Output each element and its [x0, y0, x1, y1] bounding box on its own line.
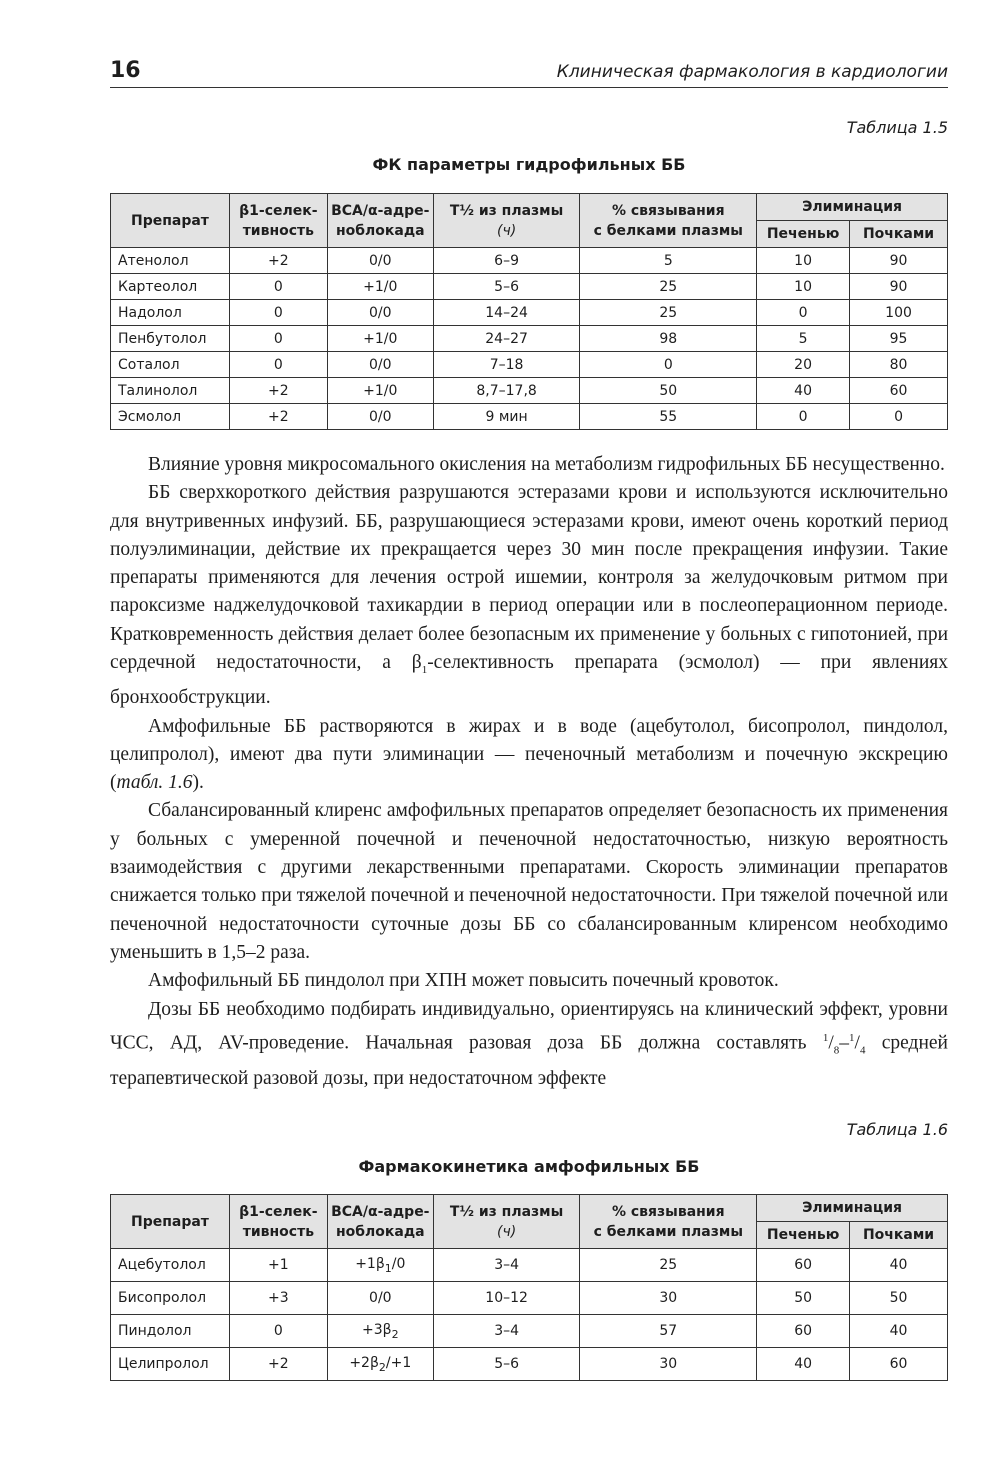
- cell-beta1: 0: [229, 300, 327, 326]
- cell-beta1: 0: [229, 1315, 327, 1348]
- cell-kidney: 100: [850, 300, 948, 326]
- cell-drug: Бисопролол: [111, 1282, 230, 1315]
- cell-binding: 25: [580, 274, 757, 300]
- cell-t-half: 6–9: [433, 248, 580, 274]
- cell-bca: [327, 1249, 433, 1282]
- cell-binding: 25: [580, 300, 757, 326]
- cell-liver: 10: [757, 274, 850, 300]
- cell-bca: 0/0: [327, 404, 433, 430]
- header-binding: [580, 1195, 757, 1249]
- table-row: [111, 300, 948, 326]
- paragraph-2-text-a: ББ сверхкороткого действия разрушаются эстеразами крови и используются исключительно для внутривенных инфузий. ББ, разрушающиеся эстеразами крови, имеют очень короткий период полуэлиминации, действие их прекращается через 30 мин после прекращения инфузии. Такие препараты применяются для лечения острой ишемии, контроля за желудочковым ритмом при пароксизме наджелудочковой тахикардии в период операции или в послеоперационном периоде. Кратковременность действия делает более безопасным их применение у больных с гипотонией, при сердечной недостаточности, а β: [110, 482, 948, 674]
- cell-drug: Атенолол: [111, 248, 230, 274]
- header-elimination: Элиминация: [757, 1195, 948, 1222]
- paragraph-6: Дозы ББ необходимо подбирать индивидуально, ориентируясь на клинический эффект, уровни ЧСС, АД, AV-проведение. Начальная разовая доза ББ должна составлять $^1/_8-^1/_4$ средней терапевтической разовой дозы, при недостаточном эффекте: [110, 998, 948, 1089]
- header-bca: [327, 194, 433, 248]
- paragraph-4: Сбалансированный клиренс амфофильных препаратов определяет безопасность их применения у больных с умеренной почечной и печеночной недостаточностью, низкую вероятность взаимодействия с другими лекарственными препаратами. Скорость элиминации препаратов снижается только при тяжелой почечной и печеночной недостаточности. При тяжелой почечной или печеночной недостаточности суточные дозы ББ со сбалансированным клиренсом необходимо уменьшить в 1,5–2 раза.: [110, 800, 948, 963]
- cell-binding: 0: [580, 352, 757, 378]
- cell-bca-rest: /0: [391, 1255, 406, 1272]
- header-beta1-selectivity: [229, 1195, 327, 1249]
- fraction-1-numerator: 1: [822, 1031, 829, 1044]
- cell-binding: 57: [580, 1315, 757, 1348]
- header-beta1-line2: тивность: [242, 222, 315, 239]
- paragraph-6-text-a: Дозы ББ необходимо подбирать индивидуально, ориентируясь на клинический эффект, уровни ЧСС, АД, AV-проведение. Начальная разовая доза ББ должна составлять: [110, 998, 948, 1054]
- cell-beta1: 0: [229, 352, 327, 378]
- cell-binding: 5: [580, 248, 757, 274]
- cell-bca-rest: /+1: [385, 1354, 412, 1371]
- cell-drug: Пенбутолол: [111, 326, 230, 352]
- cell-drug: Соталол: [111, 352, 230, 378]
- cell-liver: 60: [757, 1249, 850, 1282]
- paragraph-2-text-b: -селективность препарата (эсмолол) — при явлениях бронхообструкции.: [110, 652, 948, 709]
- table-row: [111, 1315, 948, 1348]
- fraction-1-denominator: 8: [833, 1044, 840, 1057]
- table-1-5-title: ФК параметры гидрофильных ББ: [372, 155, 686, 174]
- cell-binding: 50: [580, 378, 757, 404]
- cell-beta1: +2: [229, 1348, 327, 1381]
- cell-t-half: 8,7–17,8: [433, 378, 580, 404]
- fraction-2-denominator: 4: [859, 1044, 866, 1057]
- cell-beta1: 0: [229, 274, 327, 300]
- header-bca: [327, 1195, 433, 1249]
- cell-bca-main: +1β: [355, 1255, 385, 1272]
- paragraph-5: Амфофильный ББ пиндолол при ХПН может повысить почечный кровоток.: [148, 970, 779, 992]
- table-row: [111, 404, 948, 430]
- header-t-half: [433, 1195, 580, 1249]
- cell-t-half: 24–27: [433, 326, 580, 352]
- cell-liver: 20: [757, 352, 850, 378]
- paragraph-2: [110, 479, 948, 712]
- header-binding-line2: с белками плазмы: [593, 222, 743, 239]
- header-t-half-unit: (ч): [497, 1223, 517, 1240]
- cell-drug: Эсмолол: [111, 404, 230, 430]
- cell-drug: Пиндолол: [111, 1315, 230, 1348]
- table-reference-link: табл. 1.6: [116, 772, 193, 794]
- header-t-half: [433, 194, 580, 248]
- cell-t-half: 3–4: [433, 1315, 580, 1348]
- header-binding-line1: % связывания: [611, 1203, 725, 1220]
- cell-beta1: +1: [229, 1249, 327, 1282]
- cell-liver: 5: [757, 326, 850, 352]
- cell-kidney: 90: [850, 274, 948, 300]
- paragraph-3: [110, 713, 948, 798]
- table-row: [111, 352, 948, 378]
- header-t-half-line1: Т½ из плазмы: [449, 1203, 564, 1220]
- header-bca-line1: ВСА/α-адре-: [331, 202, 430, 219]
- cell-bca: 0/0: [327, 300, 433, 326]
- cell-kidney: 90: [850, 248, 948, 274]
- fraction-2-numerator: 1: [849, 1031, 855, 1044]
- cell-beta1: +2: [229, 378, 327, 404]
- table-row: [111, 326, 948, 352]
- cell-bca: +1/0: [327, 326, 433, 352]
- cell-bca-main: +2β: [349, 1354, 379, 1371]
- cell-liver: 40: [757, 378, 850, 404]
- cell-drug: Целипролол: [111, 1348, 230, 1381]
- header-binding-line2: с белками плазмы: [593, 1223, 743, 1240]
- header-drug: Препарат: [111, 1195, 230, 1249]
- cell-kidney: 80: [850, 352, 948, 378]
- body-text: [110, 451, 948, 1093]
- header-binding: [580, 194, 757, 248]
- cell-drug: Картеолол: [111, 274, 230, 300]
- cell-liver: 10: [757, 248, 850, 274]
- cell-kidney: 0: [850, 404, 948, 430]
- cell-t-half: 10–12: [433, 1282, 580, 1315]
- cell-binding: 55: [580, 404, 757, 430]
- cell-beta1: +3: [229, 1282, 327, 1315]
- header-beta1-line1: β1-селек-: [239, 1203, 318, 1220]
- header-t-half-unit: (ч): [496, 222, 517, 239]
- cell-t-half: 14–24: [433, 300, 580, 326]
- cell-beta1: +2: [229, 404, 327, 430]
- cell-drug: Ацебутолол: [111, 1249, 230, 1282]
- cell-beta1: 0: [229, 326, 327, 352]
- cell-drug: Надолол: [111, 300, 230, 326]
- header-liver: Печенью: [757, 221, 850, 248]
- table-row: [111, 1249, 948, 1282]
- cell-binding: 25: [580, 1249, 757, 1282]
- cell-bca-subscript: 2: [391, 1327, 399, 1341]
- cell-binding: 30: [580, 1348, 757, 1381]
- cell-t-half: 5–6: [433, 1348, 580, 1381]
- header-bca-line2: ноблокада: [335, 222, 425, 239]
- cell-liver: 60: [757, 1315, 850, 1348]
- table-row: [111, 378, 948, 404]
- cell-liver: 0: [757, 300, 850, 326]
- table-1-6-label: Таблица 1.6: [846, 1120, 948, 1139]
- cell-t-half: 3–4: [433, 1249, 580, 1282]
- fraction-dash: –: [839, 1032, 850, 1054]
- cell-liver: 40: [757, 1348, 850, 1381]
- table-row: [111, 274, 948, 300]
- cell-t-half: 9 мин: [433, 404, 580, 430]
- cell-bca: 0/0: [327, 248, 433, 274]
- cell-beta1: +2: [229, 248, 327, 274]
- table-1-6-title: Фармакокинетика амфофильных ББ: [358, 1157, 700, 1176]
- table-1-5-label: Таблица 1.5: [846, 118, 948, 137]
- cell-liver: 50: [757, 1282, 850, 1315]
- header-beta1-selectivity: [229, 194, 327, 248]
- header-kidney: Почками: [850, 1222, 948, 1249]
- header-rule: [110, 87, 948, 88]
- table-row: [111, 1348, 948, 1381]
- header-bca-line1: ВСА/α-адре-: [331, 1203, 430, 1220]
- cell-kidney: 40: [850, 1315, 948, 1348]
- header-liver: Печенью: [757, 1222, 850, 1249]
- header-bca-line2: ноблокада: [335, 1223, 425, 1240]
- cell-kidney: 50: [850, 1282, 948, 1315]
- paragraph-6-text-b: средней терапевтической разовой дозы, при недостаточном эффекте: [110, 1032, 948, 1089]
- cell-bca: +1/0: [327, 274, 433, 300]
- cell-t-half: 5–6: [433, 274, 580, 300]
- page-number: 16: [110, 58, 141, 83]
- header-binding-line1: % связывания: [611, 202, 725, 219]
- cell-bca: [327, 1348, 433, 1381]
- header-kidney: Почками: [850, 221, 948, 248]
- cell-bca-subscript: 2: [378, 1360, 386, 1374]
- cell-kidney: 40: [850, 1249, 948, 1282]
- cell-bca-main: +3β: [362, 1321, 392, 1338]
- cell-kidney: 95: [850, 326, 948, 352]
- cell-kidney: 60: [850, 378, 948, 404]
- header-beta1-line2: тивность: [242, 1223, 315, 1240]
- header-t-half-line1: Т½ из плазмы: [449, 202, 564, 219]
- cell-kidney: 60: [850, 1348, 948, 1381]
- table-1-6: [110, 1194, 948, 1381]
- cell-binding: 98: [580, 326, 757, 352]
- cell-bca: +1/0: [327, 378, 433, 404]
- paragraph-3-text-a: Амфофильные ББ растворяются в жирах и в воде (ацебутолол, бисопролол, пиндолол, целипролол), имеют два пути элиминации — печеночный метаболизм и почечную экскрецию (: [110, 715, 948, 794]
- cell-binding: 30: [580, 1282, 757, 1315]
- cell-drug: Талинолол: [111, 378, 230, 404]
- cell-t-half: 7–18: [433, 352, 580, 378]
- running-title: Клиническая фармакология в кардиологии: [556, 62, 948, 82]
- cell-bca: 0/0: [327, 352, 433, 378]
- header-drug: Препарат: [111, 194, 230, 248]
- table-row: [111, 1282, 948, 1315]
- cell-bca: [327, 1315, 433, 1348]
- beta-subscript: 1: [421, 663, 428, 676]
- cell-bca: [327, 1282, 433, 1315]
- paragraph-1: Влияние уровня микросомального окисления на метаболизм гидрофильных ББ несущественно.: [148, 454, 945, 475]
- cell-liver: 0: [757, 404, 850, 430]
- header-beta1-line1: β1-селек-: [239, 202, 318, 219]
- cell-bca-subscript: 1: [384, 1261, 392, 1275]
- header-elimination: Элиминация: [757, 194, 948, 221]
- table-row: [111, 248, 948, 274]
- paragraph-3-text-b: ).: [192, 772, 204, 794]
- table-1-5: [110, 193, 948, 430]
- cell-bca-main: 0/0: [369, 1290, 392, 1306]
